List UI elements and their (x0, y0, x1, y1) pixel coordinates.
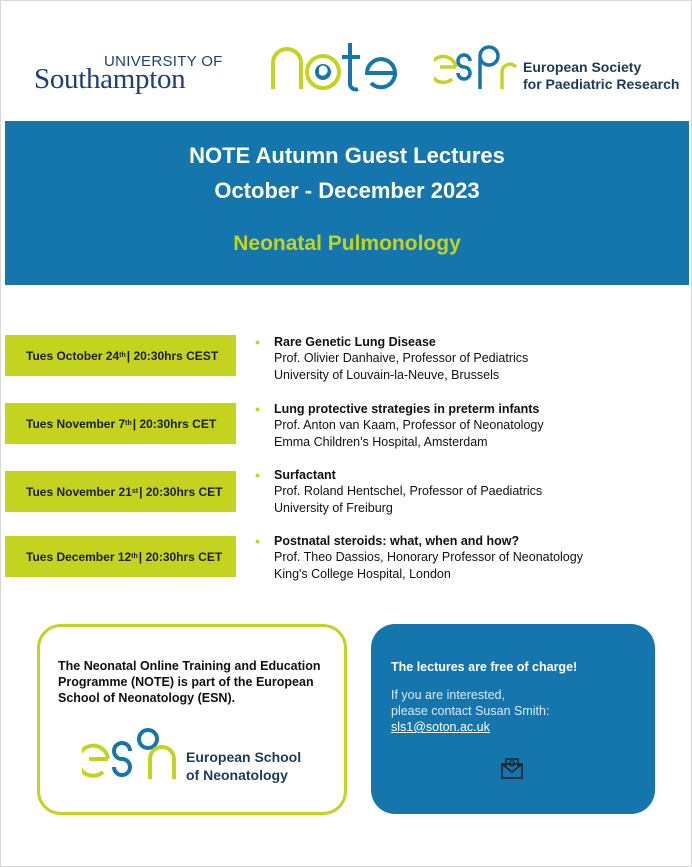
esn-line-2: of Neonatology (186, 767, 288, 783)
esn-logo-text (186, 748, 301, 784)
date-time: | 20:30hrs CET (132, 416, 217, 431)
southampton-logo-small: UNIVERSITY OF (104, 53, 223, 70)
lecture-institution: Emma Children's Hospital, Amsterdam (274, 434, 488, 449)
contact-line-2: please contact Susan Smith: (391, 704, 550, 718)
lecture-item (255, 467, 675, 516)
banner-subtitle: Neonatal Pulmonology (233, 232, 461, 255)
date-text: Tues November 7 (26, 416, 126, 431)
contact-line-1: If you are interested, (391, 688, 505, 702)
contact-info (391, 687, 549, 735)
lecture-title: Lung protective strategies in preterm infants (274, 402, 540, 416)
free-of-charge-text: The lectures are free of charge! (391, 660, 578, 674)
date-time: | 20:30hrs CET (138, 549, 223, 564)
lecture-title: Surfactant (274, 468, 336, 482)
espr-line-1: European Society (523, 59, 642, 75)
date-time: | 20:30hrs CET (139, 484, 223, 499)
banner-title-line-2: October - December 2023 (214, 178, 480, 203)
esn-info-text: The Neonatal Online Training and Education Programme (NOTE) is part of the European School of Neonatology (ESN). (58, 659, 321, 705)
espr-line-2: for Paediatric Research (523, 76, 680, 92)
lecture-date-tab: Tues October 24 th | 20:30hrs CEST (5, 335, 236, 376)
contact-box (371, 624, 655, 814)
date-time: | 20:30hrs CEST (126, 348, 219, 363)
lecture-title: Postnatal steroids: what, when and how? (274, 534, 520, 548)
lecture-speaker: Prof. Olivier Danhaive, Professor of Pediatrics (274, 351, 529, 365)
lecture-speaker: Prof. Theo Dassios, Honorary Professor of Neonatology (274, 550, 583, 564)
contact-email-link[interactable]: sls1@soton.ac.uk (391, 720, 490, 734)
lecture-date-tab: Tues December 12 th | 20:30hrs CET (5, 536, 236, 577)
lecture-title: Rare Genetic Lung Disease (274, 335, 436, 349)
lecture-item (255, 533, 675, 582)
date-text: Tues November 21 (26, 484, 132, 499)
espr-logo-text (523, 59, 679, 93)
lecture-date-tab: Tues November 21 st | 20:30hrs CET (5, 471, 236, 512)
lecture-item (255, 334, 675, 383)
banner-title-line-1: NOTE Autumn Guest Lectures (189, 143, 505, 168)
lecture-date-tab: Tues November 7 th | 20:30hrs CET (5, 403, 236, 444)
lecture-item (255, 401, 675, 450)
lecture-speaker: Prof. Roland Hentschel, Professor of Paediatrics (274, 484, 543, 498)
lecture-institution: University of Louvain-la-Neuve, Brussels (274, 367, 500, 382)
date-text: Tues October 24 (26, 348, 120, 363)
esn-line-1: European School (186, 749, 302, 765)
lecture-speaker: Prof. Anton van Kaam, Professor of Neonatology (274, 418, 544, 432)
esn-info-box (37, 624, 347, 815)
lecture-institution: King's College Hospital, London (274, 566, 451, 581)
title-banner (5, 121, 689, 285)
southampton-logo-large: Southampton (34, 63, 186, 95)
bullet-icon: • (255, 334, 260, 350)
bullet-icon: • (255, 467, 260, 483)
espr-logo-icon (434, 41, 524, 93)
bullet-icon: • (255, 533, 260, 549)
date-text: Tues December 12 (26, 549, 132, 564)
email-envelope-icon (499, 755, 525, 781)
esn-logo-icon (82, 725, 188, 783)
lecture-institution: University of Freiburg (274, 500, 393, 515)
note-logo-icon (268, 37, 398, 93)
bullet-icon: • (255, 401, 260, 417)
